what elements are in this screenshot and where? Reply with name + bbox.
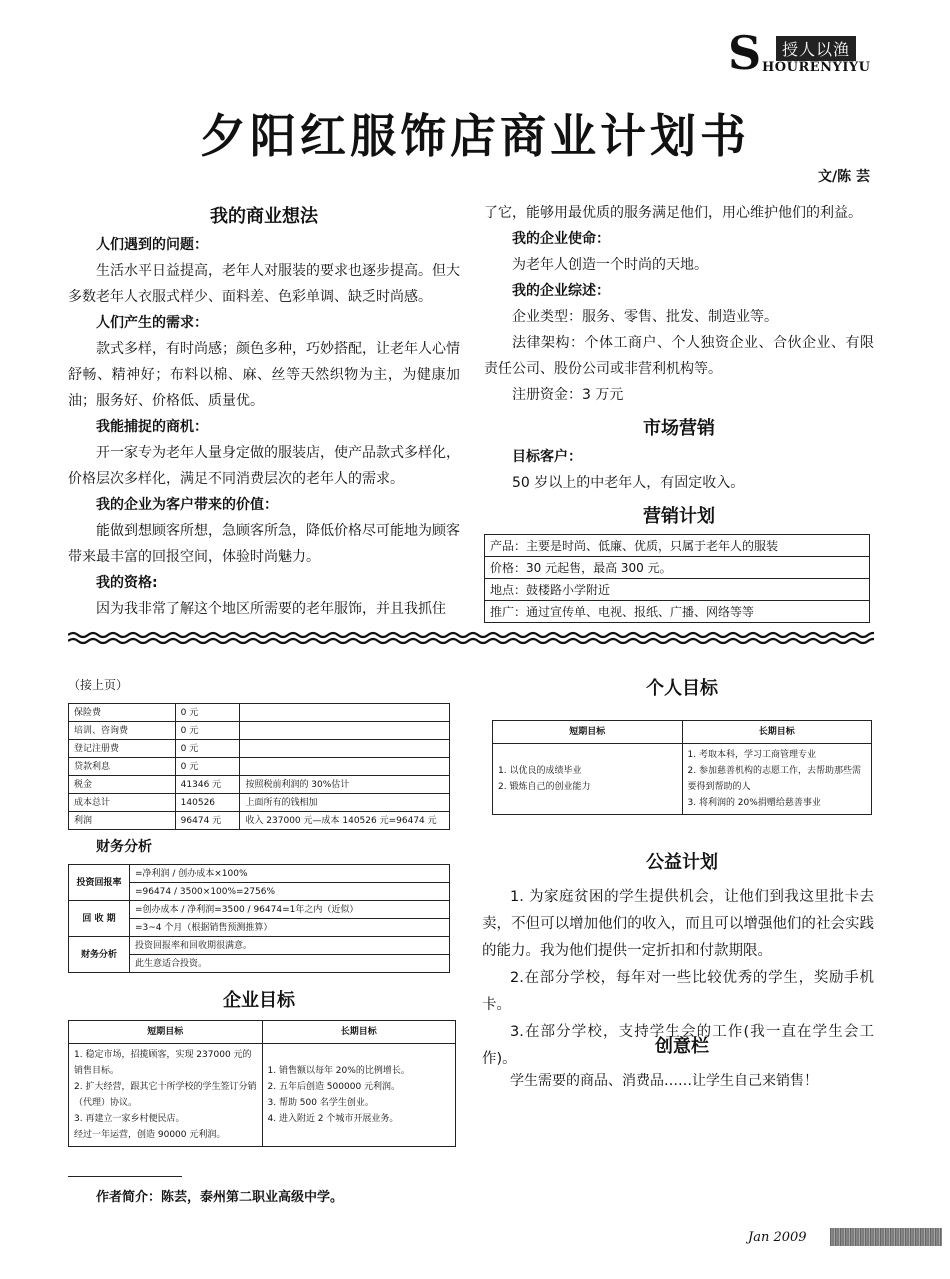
author-bio: 作者简介：陈芸，泰州第二职业高级中学。	[96, 1190, 344, 1205]
problem-heading: 人们遇到的问题：	[96, 237, 208, 253]
goal-item: 2. 锻炼自己的创业能力	[498, 782, 591, 792]
goal-item: 2. 参加慈善机构的志愿工作，去帮助那些需要得到帮助的人	[687, 766, 861, 792]
table-row	[69, 794, 450, 812]
table-cell: 140526	[175, 794, 240, 812]
qualification-heading: 我的资格:	[96, 575, 158, 591]
mission-text: 为老年人创造一个时尚的天地。	[512, 257, 708, 273]
goal-item: 1. 以优良的成绩毕业	[498, 766, 582, 776]
magazine-logo	[728, 26, 928, 82]
value-heading: 我的企业为客户带来的价值：	[96, 497, 278, 513]
opportunity-text: 开一家专为老年人量身定做的服装店，使产品款式多样化，价格层次多样化，满足不同消费层次的老年人的需求。	[68, 445, 460, 487]
table-row	[69, 1044, 456, 1147]
fin-row-label: 投资回报率	[69, 865, 130, 901]
table-row	[69, 865, 450, 883]
company-type: 企业类型：服务、零售、批发、制造业等。	[512, 309, 778, 325]
table-cell: 96474 元	[175, 812, 240, 830]
qualification-text: 因为我非常了解这个地区所需要的老年服饰，并且我抓住	[96, 601, 446, 617]
short-term-header: 短期目标	[69, 1021, 263, 1044]
opportunity-heading: 我能捕捉的商机：	[96, 419, 208, 435]
table-cell	[240, 704, 450, 722]
page-number-bar	[830, 1228, 942, 1246]
table-cell: 利润	[69, 812, 176, 830]
charity-heading: 公益计划	[646, 852, 718, 873]
table-row	[493, 721, 872, 744]
problem-text: 生活水平日益提高，老年人对服装的要求也逐步提高。但大多数老年人衣服式样少、面料差、色彩单调、缺乏时尚感。	[68, 263, 460, 305]
company-goals-table	[68, 1020, 456, 1147]
wave-divider	[68, 628, 874, 648]
table-cell: 登记注册费	[69, 740, 176, 758]
logo-tag: 授人以渔	[776, 36, 856, 61]
financial-analysis-heading: 财务分析	[96, 839, 152, 855]
goal-item: 4. 进入附近 2 个城市开展业务。	[267, 1114, 399, 1124]
financial-analysis-table	[68, 864, 450, 973]
table-cell: 0 元	[175, 758, 240, 776]
idea-heading: 创意栏	[655, 1036, 709, 1057]
marketing-plan-heading: 营销计划	[643, 506, 715, 527]
wave-line-top	[68, 633, 874, 637]
marketing-heading: 市场营销	[643, 418, 715, 439]
personal-short-goals	[493, 744, 683, 815]
fin-row-line: =净利润 / 创办成本×100%	[129, 865, 449, 883]
goal-item: 1. 考取本科，学习工商管理专业	[687, 750, 816, 760]
table-row	[485, 601, 870, 623]
continued-label: （接上页）	[68, 678, 129, 692]
table-cell: 按照税前利润的 30%估计	[240, 776, 450, 794]
table-cell: 0 元	[175, 722, 240, 740]
table-row	[485, 535, 870, 557]
table-cell: 贷款利息	[69, 758, 176, 776]
goal-item: 2. 五年后创造 500000 元利润。	[267, 1082, 401, 1092]
business-idea-column	[68, 202, 460, 622]
value-text: 能做到想顾客所想，急顾客所急，降低价格尽可能地为顾客带来最丰富的回报空间，体验时尚魅力。	[68, 523, 460, 565]
personal-short-header: 短期目标	[493, 721, 683, 744]
table-row	[69, 812, 450, 830]
target-heading: 目标客户：	[512, 449, 582, 465]
charity-item-1: 1. 为家庭贫困的学生提供机会，让他们到我这里批卡去卖，不但可以增加他们的收入，而且可以增强他们的社会实践的能力。我为他们提供一定折扣和付款期限。	[482, 889, 874, 959]
table-row	[69, 722, 450, 740]
mission-heading: 我的企业使命：	[512, 231, 610, 247]
marketing-plan-table	[484, 534, 870, 623]
company-goals-heading: 企业目标	[223, 990, 295, 1011]
plan-price: 价格：30 元起售，最高 300 元。	[485, 557, 870, 579]
personal-long-header: 长期目标	[682, 721, 872, 744]
logo-letter: S	[728, 26, 762, 80]
table-cell	[240, 740, 450, 758]
table-cell: 41346 元	[175, 776, 240, 794]
target-text: 50 岁以上的中老年人，有固定收入。	[512, 475, 745, 491]
goal-item: 2. 扩大经营，跟其它十所学校的学生签订分销（代理）协议。	[74, 1082, 257, 1108]
charity-item-2: 2.在部分学校，每年对一些比较优秀的学生，奖励手机卡。	[482, 970, 874, 1013]
goal-item: 3. 再建立一家乡村便民店。	[74, 1114, 185, 1124]
page-title: 夕阳红服饰店商业计划书	[200, 109, 750, 163]
table-row	[69, 740, 450, 758]
wave-line-bottom	[68, 639, 874, 643]
fin-row-line: 投资回报率和回收期很满意。	[129, 937, 449, 955]
table-cell: 0 元	[175, 704, 240, 722]
table-cell	[240, 758, 450, 776]
plan-promotion: 推广：通过宣传单、电视、报纸、广播、网络等等	[485, 601, 870, 623]
fin-row-label: 财务分析	[69, 937, 130, 973]
table-cell: 税金	[69, 776, 176, 794]
long-term-goals	[262, 1044, 456, 1147]
byline: 文/陈 芸	[818, 169, 870, 185]
footer-rule	[68, 1176, 182, 1177]
goal-item: 3. 将利润的 20%捐赠给慈善事业	[687, 798, 821, 808]
table-row	[69, 901, 450, 919]
registered-capital: 注册资金：3 万元	[512, 387, 624, 403]
goal-item: 1. 销售额以每年 20%的比例增长。	[267, 1066, 410, 1076]
cost-table	[68, 703, 450, 830]
business-idea-heading: 我的商业想法	[210, 206, 318, 227]
logo-brand: HOURENYIYU	[762, 60, 871, 75]
need-text: 款式多样，有时尚感；颜色多种，巧妙搭配，让老年人心情舒畅、精神好；布料以棉、麻、丝等天然织物为主，为健康加油；服务好、价格低、质量优。	[68, 341, 460, 409]
table-cell: 0 元	[175, 740, 240, 758]
table-row	[485, 557, 870, 579]
company-column	[484, 200, 874, 623]
table-row	[493, 744, 872, 815]
fin-row-line: =3~4 个月（根据销售预测推算）	[129, 919, 449, 937]
table-cell: 培训、咨询费	[69, 722, 176, 740]
plan-product: 产品：主要是时尚、低廉、优质，只属于老年人的服装	[485, 535, 870, 557]
table-row	[69, 1021, 456, 1044]
table-row	[69, 758, 450, 776]
table-row	[69, 704, 450, 722]
personal-goals-heading: 个人目标	[646, 678, 718, 699]
plan-place: 地点：鼓楼路小学附近	[485, 579, 870, 601]
legal-structure: 法律架构：个体工商户、个人独资企业、合伙企业、有限责任公司、股份公司或非营利机构等。	[484, 335, 874, 377]
long-term-header: 长期目标	[262, 1021, 456, 1044]
fin-row-label: 回 收 期	[69, 901, 130, 937]
fin-row-line: =创办成本 / 净利润=3500 / 96474=1年之内（近似）	[129, 901, 449, 919]
issue-date: Jan 2009	[748, 1230, 807, 1245]
summary-heading: 我的企业综述：	[512, 283, 610, 299]
table-cell: 保险费	[69, 704, 176, 722]
personal-goals-table	[492, 720, 872, 815]
table-cell: 收入 237000 元—成本 140526 元=96474 元	[240, 812, 450, 830]
goal-item: 经过一年运营，创造 90000 元利润。	[74, 1130, 226, 1140]
need-heading: 人们产生的需求：	[96, 315, 208, 331]
table-row	[485, 579, 870, 601]
table-cell: 成本总计	[69, 794, 176, 812]
fin-row-line: =96474 / 3500×100%=2756%	[129, 883, 449, 901]
table-cell	[240, 722, 450, 740]
personal-long-goals	[682, 744, 872, 815]
charity-item-3: 3.在部分学校，支持学生会的工作(我一直在学生会工作)。	[482, 1024, 874, 1067]
fin-row-line: 此生意适合投资。	[129, 955, 449, 973]
table-row	[69, 776, 450, 794]
idea-text: 学生需要的商品、消费品……让学生自己来销售！	[510, 1073, 818, 1089]
short-term-goals	[69, 1044, 263, 1147]
goal-item: 1. 稳定市场，招揽顾客，实现 237000 元的销售目标。	[74, 1050, 252, 1076]
goal-item: 3. 帮助 500 名学生创业。	[267, 1098, 374, 1108]
continuation-text: 了它，能够用最优质的服务满足他们，用心维护他们的利益。	[484, 205, 862, 221]
table-cell: 上面所有的钱相加	[240, 794, 450, 812]
table-row	[69, 937, 450, 955]
